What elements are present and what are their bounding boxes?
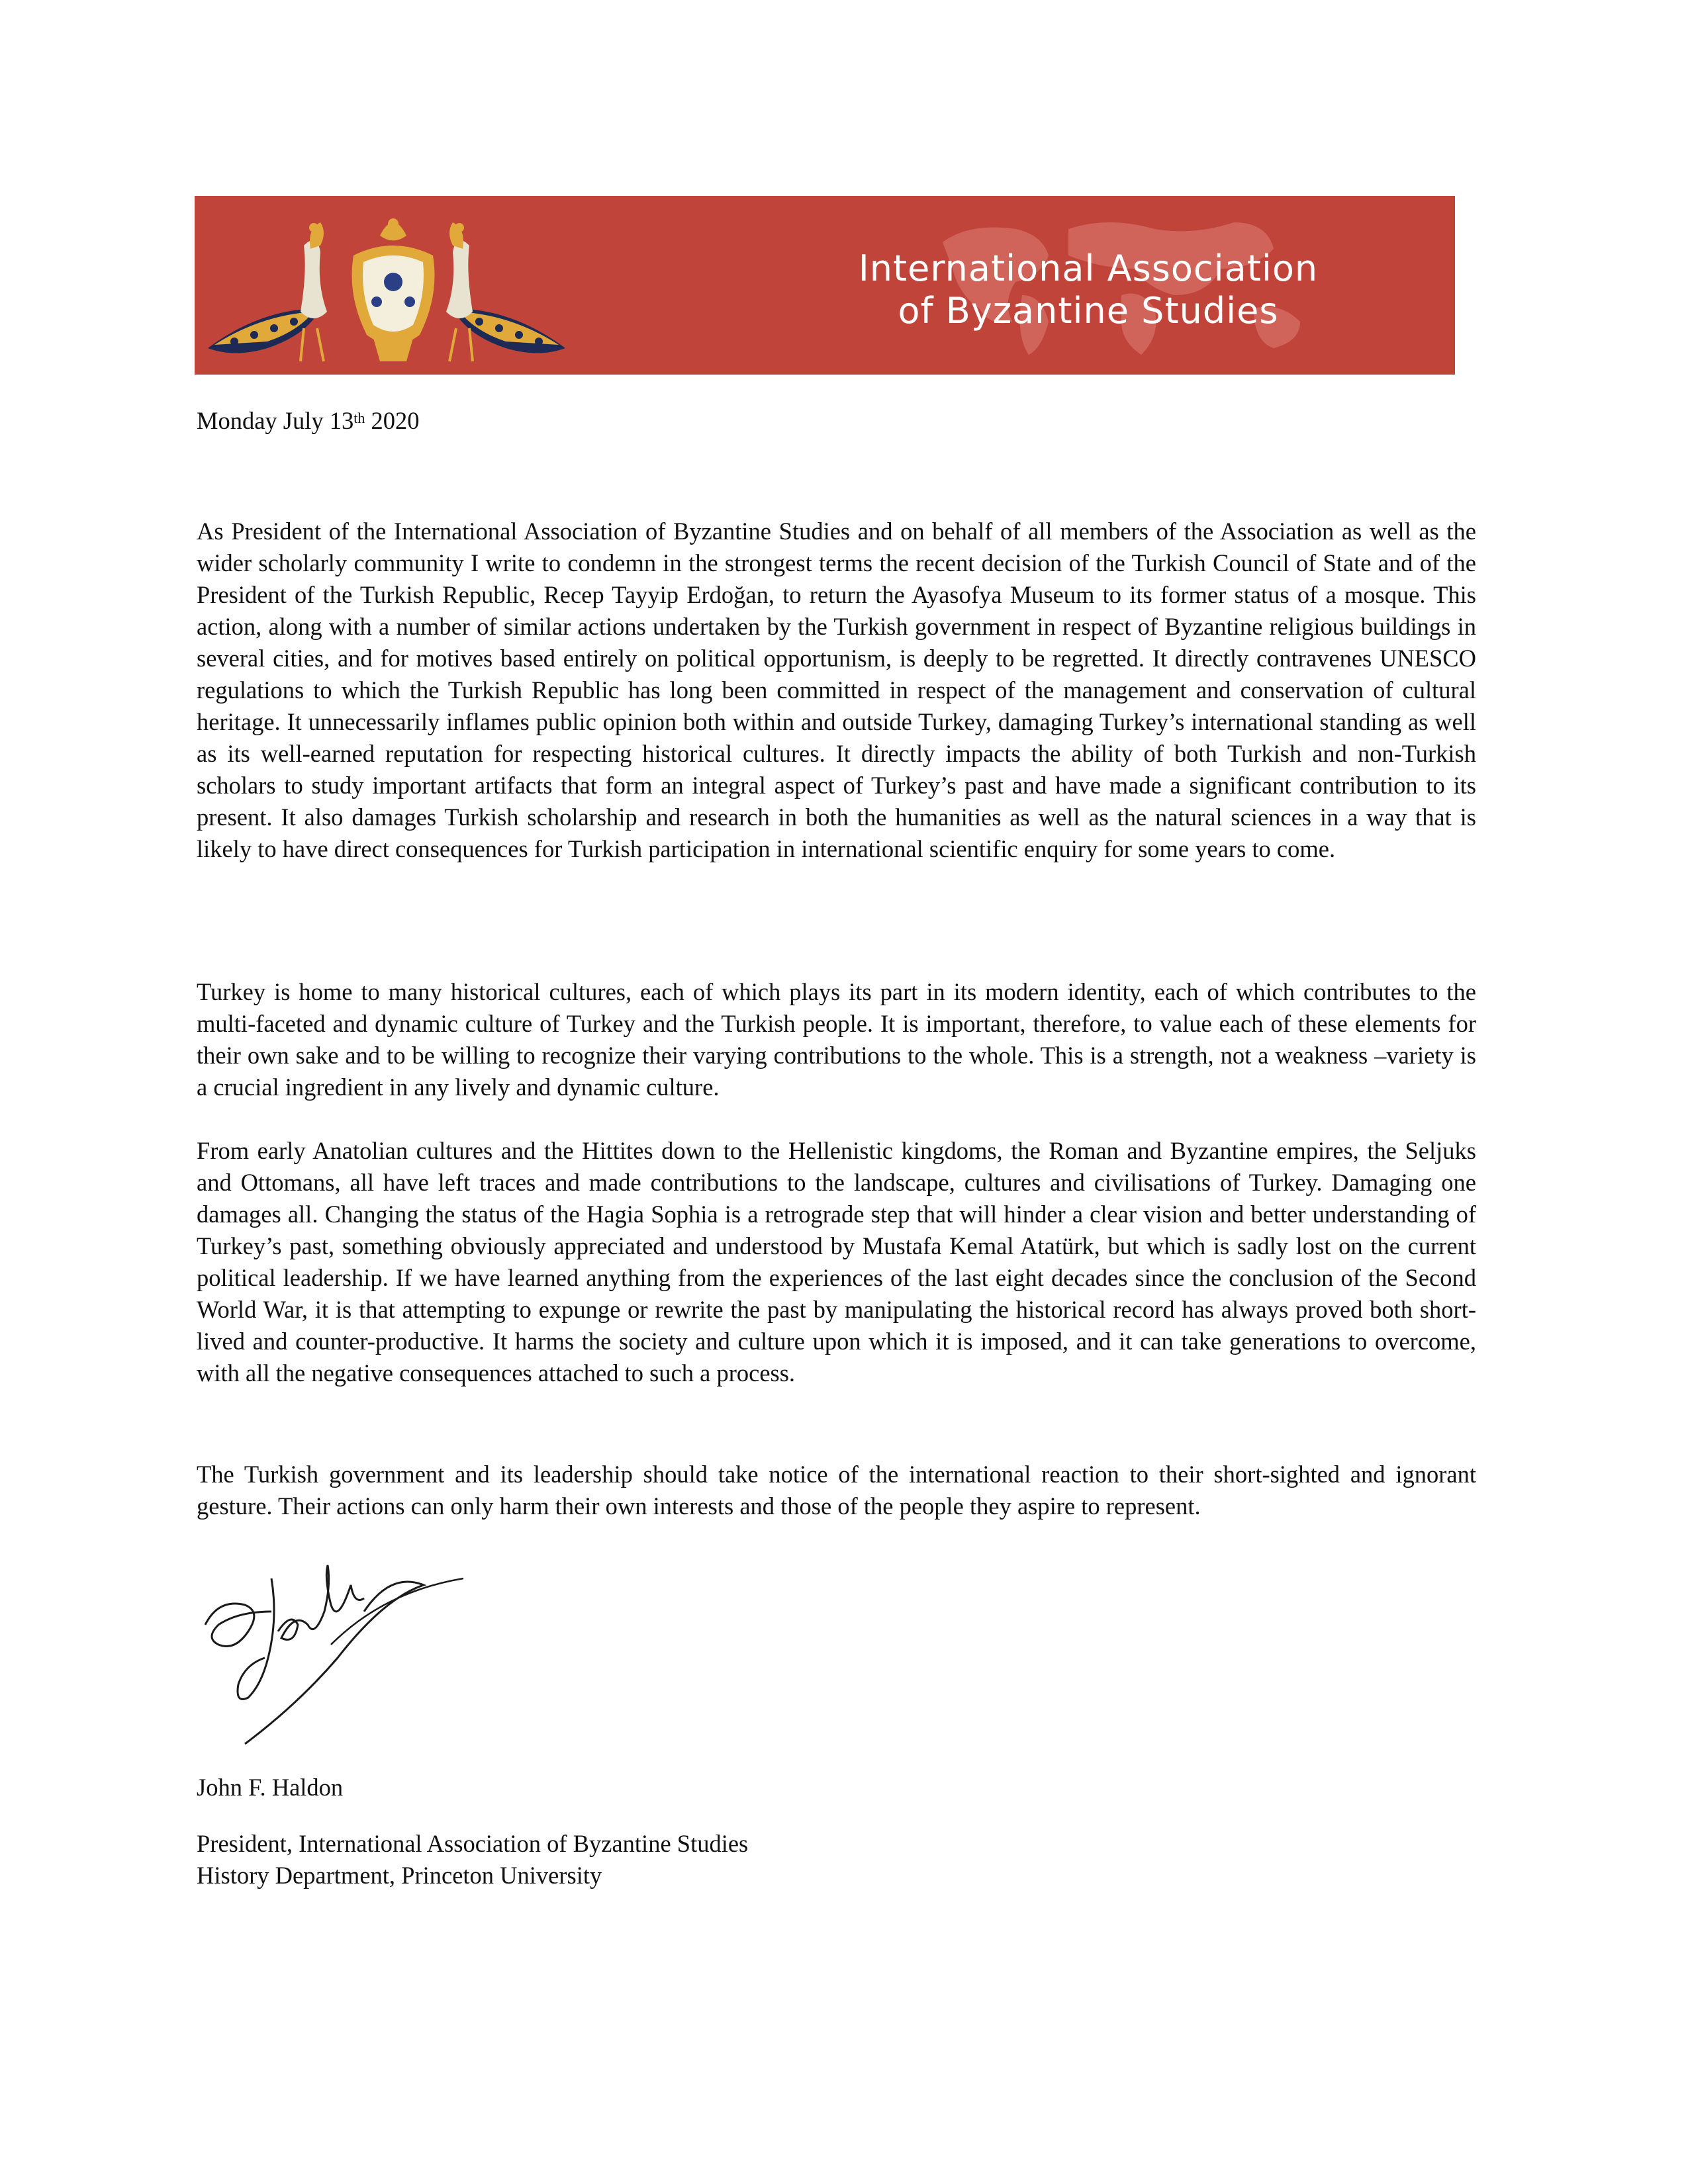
letterhead-banner xyxy=(195,196,1455,375)
letter-date xyxy=(197,405,1476,437)
signatory-name: John F. Haldon xyxy=(197,1774,344,1801)
letterhead-title xyxy=(737,248,1439,332)
signatory-titles xyxy=(197,1828,1476,1891)
peacock-left-icon xyxy=(208,222,327,361)
paragraph-1: As President of the International Association of Byzantine Studies and on behalf of all members of the Association as well as the wider scholarly community I write to condemn in the strongest terms the recent decision of the Turkish Council of State and of the President of the Turkish Republic, Recep Tayyip Erdoğan, to return the Ayasofya Museum to its former status of a mosque. This action, along with a number of similar actions undertaken by the Turkish government in respect of Byzantine religious buildings in several cities, and for motives based entirely on political opportunism, is deeply to be regretted. It directly contravenes UNESCO regulations to which the Turkish Republic has long been committed in respect of the management and conservation of cultural heritage. It unnecessarily inflames public opinion both within and outside Turkey, damaging Turkey’s international standing as well as its well-earned reputation for respecting historical cultures. It directly impacts the ability of both Turkish and non-Turkish scholars to study important artifacts that form an integral aspect of Turkey’s past and have made a significant contribution to its present. It also damages Turkish scholarship and research in both the humanities as well as the natural sciences in a way that is likely to have direct consequences for Turkish participation in international scientific enquiry for some years to come. xyxy=(197,518,1476,862)
letterhead-title-line1: International Association xyxy=(858,248,1319,289)
date-prefix: Monday July 13 xyxy=(197,407,354,434)
date-year: 2020 xyxy=(365,407,420,434)
paragraph-4: The Turkish government and its leadership should take notice of the international reaction to their short-sighted and ignorant gesture. Their actions can only harm their own interests and those of the people they aspire to represent. xyxy=(197,1461,1476,1520)
crown-emblem-icon xyxy=(352,218,435,361)
signatory-title-line2: History Department, Princeton University xyxy=(197,1862,602,1889)
signatory-title-line1: President, International Association of Byzantine Studies xyxy=(197,1830,749,1857)
paragraph-3: From early Anatolian cultures and the Hittites down to the Hellenistic kingdoms, the Roman and Byzantine empires, the Seljuks and Ottomans, all have left traces and made contributions to the landscape, cultures and civilisations of Turkey. Damaging one damages all. Changing the status of the Hagia Sophia is a retrograde step that will hinder a clear vision and better understanding of Turkey’s past, something obviously appreciated and understood by Mustafa Kemal Atatürk, but which is sadly lost on the current political leadership. If we have learned anything from the experiences of the last eight decades since the conclusion of the Second World War, it is that attempting to expunge or rewrite the past by manipulating the historical record has always proved both short-lived and counter-productive. It harms the society and culture upon which it is imposed, and it can take generations to overcome, with all the negative consequences attached to such a process. xyxy=(197,1137,1476,1387)
paragraph-2: Turkey is home to many historical cultures, each of which plays its part in its modern identity, each of which contributes to the multi-faceted and dynamic culture of Turkey and the Turkish people. It is important, therefore, to value each of these elements for their own sake and to be willing to recognize their varying contributions to the whole. This is a strength, not a weakness –variety is a crucial ingredient in any lively and dynamic culture. xyxy=(197,978,1476,1101)
letterhead-title-line2: of Byzantine Studies xyxy=(898,290,1279,332)
date-suffix: th xyxy=(353,410,365,426)
handwritten-signature xyxy=(199,1552,477,1754)
peacock-right-icon xyxy=(446,222,565,361)
